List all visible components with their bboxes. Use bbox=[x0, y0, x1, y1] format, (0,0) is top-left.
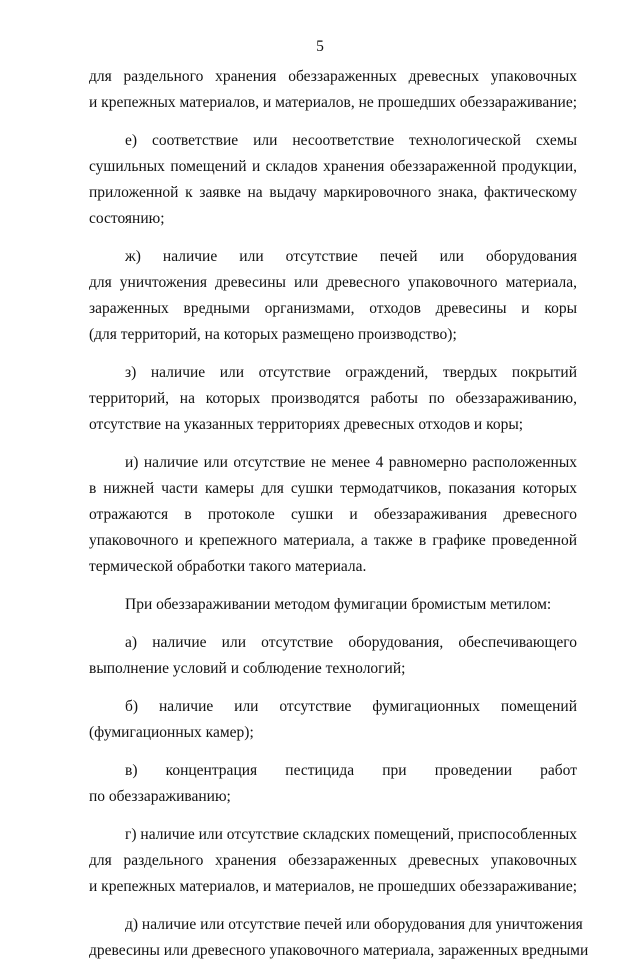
text-line: территорий, на которых производятся работы по обеззараживанию, bbox=[89, 390, 577, 407]
text-line: для раздельного хранения обеззараженных древесных упаковочных bbox=[89, 68, 577, 85]
text-line: состоянию; bbox=[89, 210, 165, 227]
text-line: в нижней части камеры для сушки термодатчиков, показания которых bbox=[89, 480, 577, 497]
text-line: термической обработки такого материала. bbox=[89, 558, 367, 575]
paragraph bbox=[89, 758, 577, 810]
text-line: отсутствие на указанных территориях древесных отходов и коры; bbox=[89, 416, 524, 433]
text-line: е) соответствие или несоответствие технологической схемы bbox=[125, 132, 577, 149]
text-line: и крепежных материалов, и материалов, не прошедших обеззараживание; bbox=[89, 94, 578, 111]
text-line: (фумигационных камер); bbox=[89, 724, 254, 741]
paragraph bbox=[89, 64, 577, 116]
text-line: д) наличие или отсутствие печей или оборудования для уничтожения bbox=[125, 916, 583, 933]
paragraph bbox=[89, 360, 577, 438]
text-line: ж) наличие или отсутствие печей или оборудования bbox=[125, 248, 577, 265]
text-line: для раздельного хранения обеззараженных древесных упаковочных bbox=[89, 852, 577, 869]
text-line: а) наличие или отсутствие оборудования, обеспечивающего bbox=[125, 634, 577, 651]
text-line: При обеззараживании методом фумигации бромистым метилом: bbox=[125, 596, 552, 613]
text-line: зараженных вредными организмами, отходов древесины и коры bbox=[89, 300, 577, 317]
paragraph bbox=[89, 822, 577, 900]
text-line: для уничтожения древесины или древесного упаковочного материала, bbox=[89, 274, 577, 291]
paragraph bbox=[89, 592, 577, 618]
text-line: выполнение условий и соблюдение технологий; bbox=[89, 660, 406, 677]
text-line: приложенной к заявке на выдачу маркировочного знака, фактическому bbox=[89, 184, 577, 201]
text-line: г) наличие или отсутствие складских помещений, приспособленных bbox=[125, 826, 577, 843]
paragraph bbox=[89, 630, 577, 682]
text-line: упаковочного и крепежного материала, а также в графике проведенной bbox=[89, 532, 577, 549]
paragraph bbox=[89, 128, 577, 232]
text-line: б) наличие или отсутствие фумигационных помещений bbox=[125, 698, 577, 715]
text-line: по обеззараживанию; bbox=[89, 788, 231, 805]
text-line: древесины или древесного упаковочного материала, зараженных вредными bbox=[89, 942, 589, 959]
text-line: и) наличие или отсутствие не менее 4 равномерно расположенных bbox=[125, 454, 577, 471]
paragraph bbox=[89, 244, 577, 348]
document-body bbox=[89, 64, 589, 976]
page-number: 5 bbox=[316, 38, 324, 55]
paragraph bbox=[89, 912, 589, 964]
paragraph bbox=[89, 450, 577, 580]
text-line: в) концентрация пестицида при проведении работ bbox=[125, 762, 577, 779]
paragraph bbox=[89, 694, 577, 746]
text-line: з) наличие или отсутствие ограждений, твердых покрытий bbox=[125, 364, 577, 381]
text-line: и крепежных материалов, и материалов, не прошедших обеззараживание; bbox=[89, 878, 578, 895]
text-line: отражаются в протоколе сушки и обеззараживания древесного bbox=[89, 506, 577, 523]
text-line: сушильных помещений и складов хранения обеззараженной продукции, bbox=[89, 158, 577, 175]
text-line: (для территорий, на которых размещено производство); bbox=[89, 326, 457, 343]
